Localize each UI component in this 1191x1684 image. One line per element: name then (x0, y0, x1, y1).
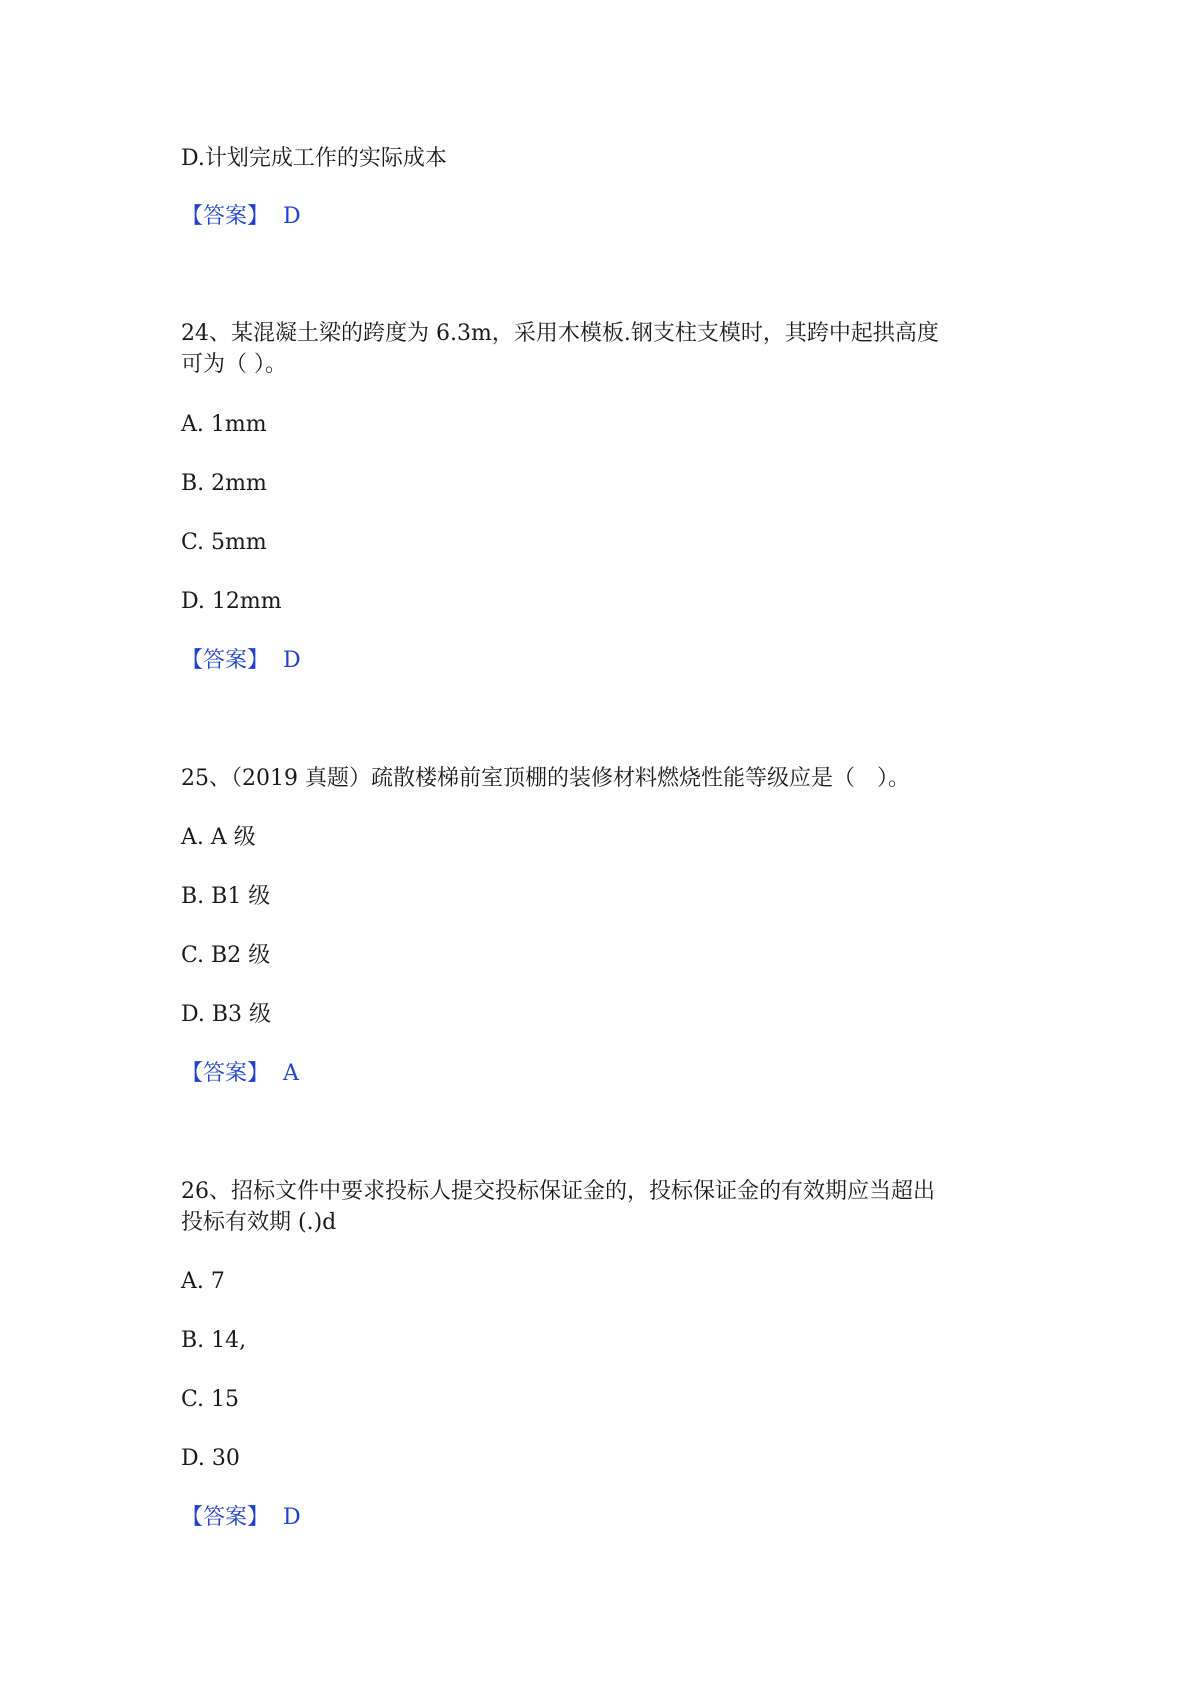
question-24-stem-line-2: 可为（ ）。 (181, 352, 287, 377)
question-26-stem-line-1: 26、招标文件中要求投标人提交投标保证金的，投标保证金的有效期应当超出 (181, 1179, 935, 1204)
answer-label: 【答案】 (181, 1061, 270, 1086)
question-26-answer (181, 1502, 301, 1534)
question-26-option-a: A. 7 (181, 1269, 225, 1294)
option-d-prev: D.计划完成工作的实际成本 (181, 146, 447, 171)
question-26-stem-line-2: 投标有效期 (.)d (181, 1210, 337, 1235)
question-25-option-b: B. B1 级 (181, 884, 271, 909)
question-24-answer (181, 645, 301, 677)
question-26-option-c: C. 15 (181, 1387, 240, 1412)
question-25-option-d: D. B3 级 (181, 1002, 271, 1027)
question-24-option-b: B. 2mm (181, 471, 267, 496)
answer-label: 【答案】 (181, 204, 270, 229)
answer-label: 【答案】 (181, 648, 270, 673)
question-26-option-b: B. 14, (181, 1328, 247, 1353)
question-25-stem-line-1: 25、（2019 真题）疏散楼梯前室顶棚的装修材料燃烧性能等级应是（ ）。 (181, 766, 910, 791)
question-25-option-a: A. A 级 (181, 825, 256, 850)
question-24-stem-line-1: 24、某混凝土梁的跨度为 6.3m，采用木模板.钢支柱支模时，其跨中起拱高度 (181, 321, 939, 346)
answer-value: D (283, 1505, 301, 1530)
question-25-option-c: C. B2 级 (181, 943, 271, 968)
question-24-option-d: D. 12mm (181, 589, 282, 614)
question-25-answer (181, 1058, 299, 1090)
question-24-option-a: A. 1mm (181, 412, 267, 437)
answer-value: D (283, 648, 301, 673)
answer-prev (181, 201, 301, 233)
answer-value: A (283, 1061, 299, 1086)
answer-value: D (283, 204, 301, 229)
question-24-option-c: C. 5mm (181, 530, 267, 555)
question-26-option-d: D. 30 (181, 1446, 240, 1471)
answer-label: 【答案】 (181, 1505, 270, 1530)
